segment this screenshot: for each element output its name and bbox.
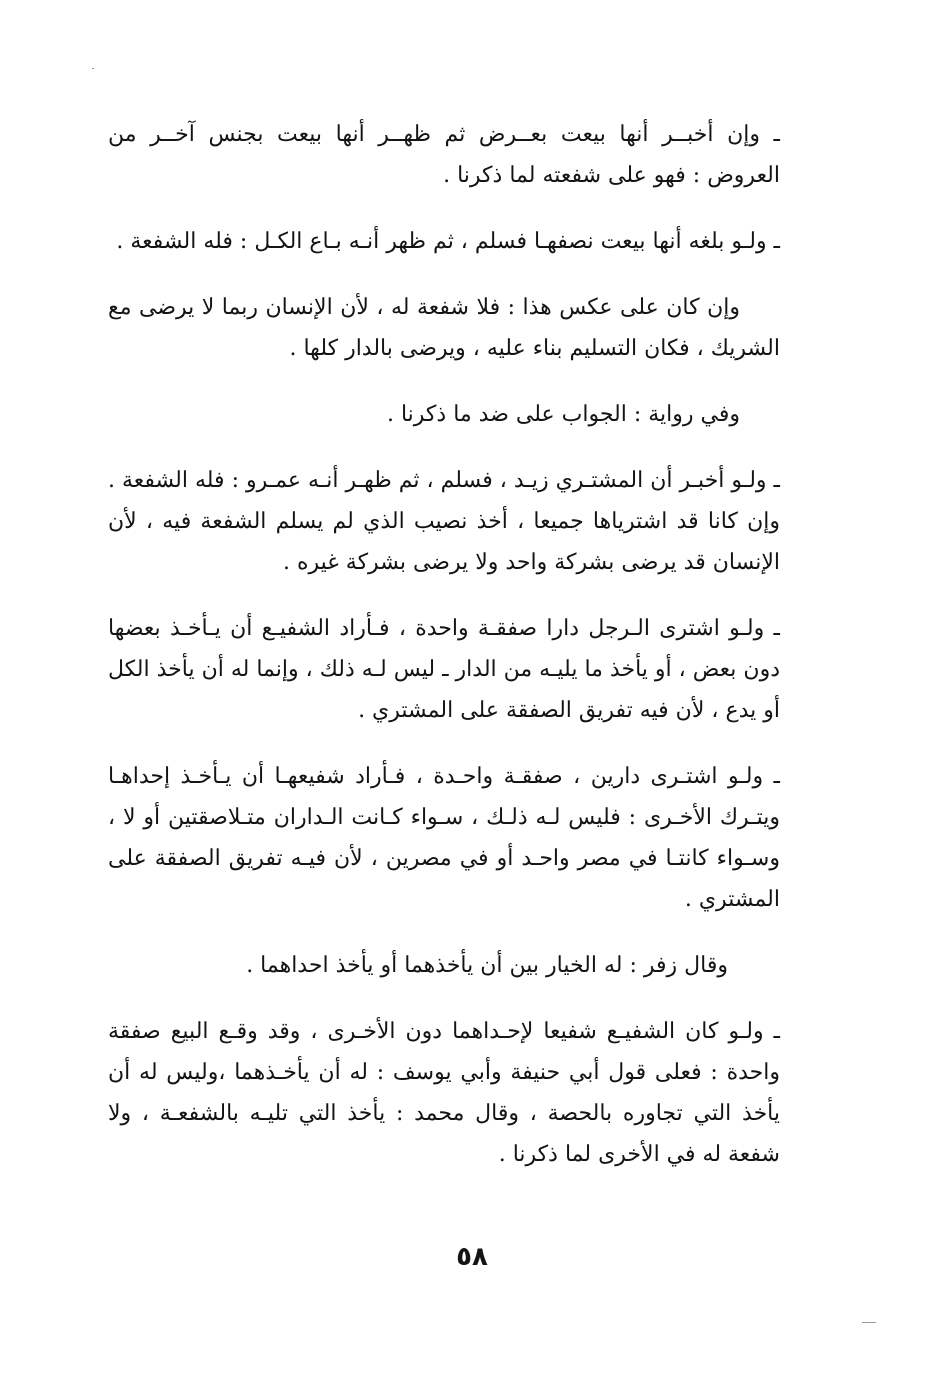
scan-speck (862, 1322, 876, 1323)
paragraph-5: ـ ولـو أخبـر أن المشتـري زيـد ، فسلم ، ثم ظهـر أنـه عمـرو : فله الشفعة . وإن كانا قد اشترياها جميعا ، أخذ نصيب الذي لم يسلم الشفعة فيه ، لأن الإنسان قد يرضى بشركة واحد ولا يرضى بشركة غيره . (108, 468, 780, 575)
paragraph-2: ـ ولـو بلغه أنها بيعت نصفهـا فسلم ، ثم ظهر أنـه بـاع الكـل : فله الشفعة . (116, 229, 780, 254)
body-text (108, 114, 780, 1200)
paragraph-1: ـ وإن أخبــر أنها بيعت بعــرض ثم ظهــر أنها بيعت بجنس آخــر من العروض : فهو على شفعته لما ذكرنا . (108, 122, 780, 188)
scan-speck (92, 68, 94, 69)
paragraph-6: ـ ولـو اشترى الـرجل دارا صفقـة واحدة ، فـأراد الشفيـع أن يـأخـذ بعضها دون بعض ، أو يأخذ ما يليـه من الدار ـ ليس لـه ذلك ، وإنما له أن يأخذ الكل أو يدع ، لأن فيه تفريق الصفقة على المشتري . (108, 616, 780, 723)
paragraph-9: ـ ولـو كان الشفيـع شفيعا لإحـداهما دون الأخـرى ، وقد وقـع البيع صفقة واحدة : فعلى قول أبي حنيفة وأبي يوسف : له أن يأخـذهما ،وليس له أن يأخذ التي تجاوره بالحصة ، وقال محمد : يأخذ التي تليـه بالشفعـة ، ولا شفعة له في الأخرى لما ذكرنا . (108, 1019, 780, 1167)
paragraph-4: وفي رواية : الجواب على ضد ما ذكرنا . (386, 402, 740, 427)
page-number: ٥٨ (456, 1242, 488, 1272)
paragraph-7: ـ ولـو اشتـرى دارين ، صفقـة واحـدة ، فـأراد شفيعهـا أن يـأخـذ إحداهـا ويتـرك الأخـرى : فليس لـه ذلـك ، سـواء كـانت الـداران متـلاصقتين أو لا ، وسـواء كانتـا في مصر واحـد أو في مصرين ، لأن فيـه تفريق الصفقة على المشتري . (108, 764, 780, 912)
paragraph-3: وإن كان على عكس هذا : فلا شفعة له ، لأن الإنسان ربما لا يرضى مع الشريك ، فكان التسليم بناء عليه ، ويرضى بالدار كلها . (108, 295, 780, 361)
paragraph-8: وقال زفر : له الخيار بين أن يأخذهما أو يأخذ احداهما . (246, 953, 728, 978)
